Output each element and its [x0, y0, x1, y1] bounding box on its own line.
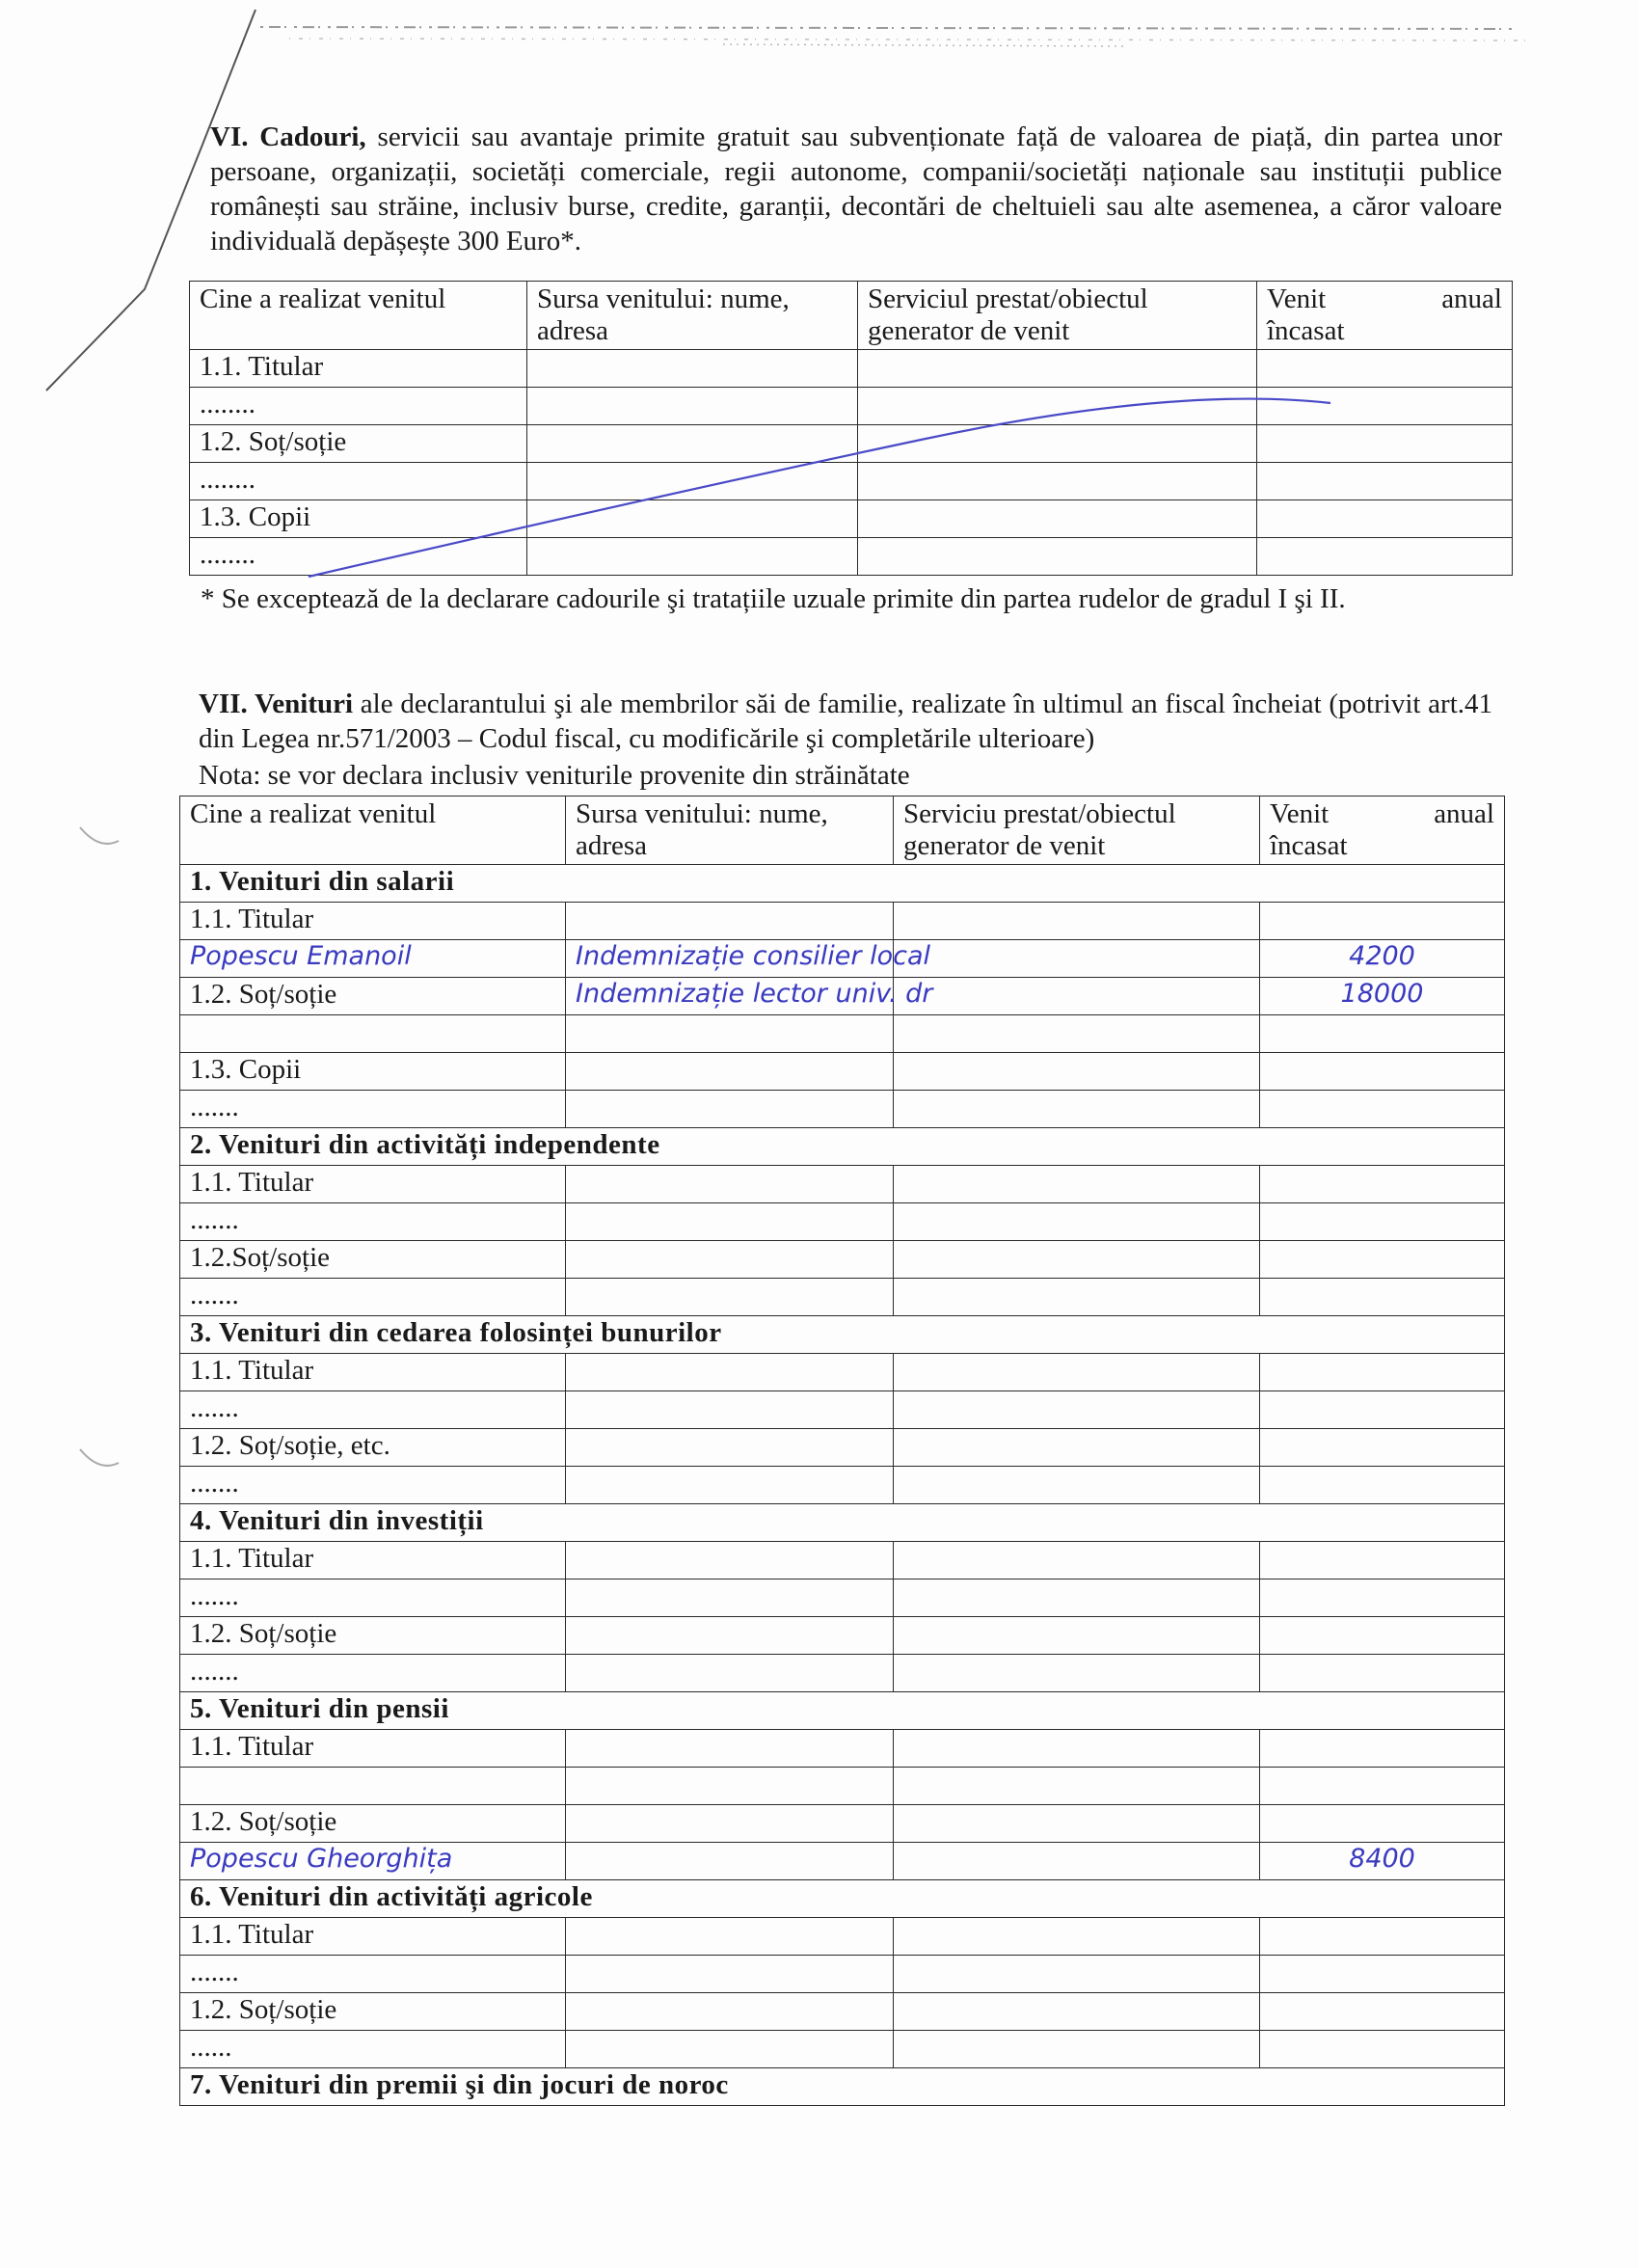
section-7-table [179, 796, 1505, 2106]
service-cell [894, 1467, 1260, 1504]
service-cell [894, 1843, 1260, 1880]
service-cell [894, 1768, 1260, 1805]
table-row [180, 1279, 1505, 1316]
income-value-cell [1260, 1956, 1505, 1993]
source-cell [566, 1391, 894, 1429]
col-header-who: Cine a realizat venitul [190, 282, 527, 350]
service-cell [894, 1918, 1260, 1956]
venit-label: Venit [1270, 798, 1330, 829]
section-7-heading: VII. Venituri [199, 688, 354, 719]
source-cell [566, 1053, 894, 1091]
table-row [190, 538, 1513, 576]
col-header-income [1260, 796, 1505, 865]
row-label: 1.1. Titular [180, 1354, 566, 1391]
source-cell [566, 1655, 894, 1692]
anual-label: anual [1441, 284, 1502, 314]
anual-label: anual [1434, 798, 1494, 829]
service-cell [894, 1580, 1260, 1617]
venit-label: Venit [1267, 284, 1327, 314]
handwritten-name: Popescu Emanoil [180, 940, 566, 978]
section-6-table [189, 281, 1513, 576]
row-label: 1.2. Soț/soție [180, 1617, 566, 1655]
source-cell: Indemnizație consilier local [566, 940, 894, 978]
table-row [180, 1655, 1505, 1692]
income-value-cell [1260, 1617, 1505, 1655]
source-cell [566, 1617, 894, 1655]
table-row [180, 1730, 1505, 1768]
source-cell [566, 1241, 894, 1279]
income-category-title: 7. Venituri din premii şi din jocuri de noroc [180, 2068, 1505, 2106]
source-cell [566, 1918, 894, 1956]
table-row [180, 1580, 1505, 1617]
punch-hole-mark [75, 820, 123, 858]
income-value-cell [1260, 1542, 1505, 1580]
row-label: ....... [180, 1580, 566, 1617]
income-value-cell [1260, 1053, 1505, 1091]
row-label: 1.1. Titular [180, 1542, 566, 1580]
service-cell [894, 2031, 1260, 2068]
table-header-row [180, 796, 1505, 865]
section-6-intro [210, 120, 1502, 258]
service-cell [894, 1279, 1260, 1316]
income-value-cell: 8400 [1260, 1843, 1505, 1880]
row-label: ....... [180, 1655, 566, 1692]
income-value-cell [1260, 1993, 1505, 2031]
income-category-title: 4. Venituri din investiții [180, 1504, 1505, 1542]
group-header-row [180, 1128, 1505, 1166]
table-row [180, 1203, 1505, 1241]
income-category-title: 2. Venituri din activități independente [180, 1128, 1505, 1166]
income-value-cell [1260, 1730, 1505, 1768]
source-cell [566, 1279, 894, 1316]
income-value-cell [1260, 1166, 1505, 1203]
col-header-income [1257, 282, 1513, 350]
col-header-service: Serviciul prestat/obiectul generator de venit [858, 282, 1257, 350]
source-cell [566, 1203, 894, 1241]
row-label: ....... [180, 1467, 566, 1504]
income-value-cell [1260, 1015, 1505, 1053]
table-row [190, 388, 1513, 425]
service-cell [894, 903, 1260, 940]
source-cell [566, 1091, 894, 1128]
service-cell [894, 1091, 1260, 1128]
row-label: ........ [190, 463, 527, 500]
row-label: 1.2. Soț/soție [190, 425, 527, 463]
service-cell [894, 1354, 1260, 1391]
row-label: 1.2.Soț/soție [180, 1241, 566, 1279]
row-label: ....... [180, 1391, 566, 1429]
section-6-text: servicii sau avantaje primite gratuit sau subvenționate față de valoarea de piață, din partea unor persoane, organizații, societăți comerciale, regii autonome, companii/societăți naționale sau instituții publice românești sau străine, inclusiv burse, credite, garanții, decontări de cheltuieli sau alte asemenea, a căror valoare individuală depășește 300 Euro*. [210, 122, 1503, 256]
income-category-title: 1. Venituri din salarii [180, 865, 1505, 903]
section-7-text: ale declarantului şi ale membrilor săi de familie, realizate în ultimul an fiscal încheiat (potrivit art.41 din Legea nr.571/2003 – Codul fiscal, cu modificările şi completările ulterioare) [199, 688, 1493, 754]
service-cell [894, 1241, 1260, 1279]
row-label: 1.1. Titular [180, 1730, 566, 1768]
table-row [180, 1843, 1505, 1880]
source-cell [566, 1542, 894, 1580]
row-label: ....... [180, 1279, 566, 1316]
row-label: 1.2. Soț/soție, etc. [180, 1429, 566, 1467]
source-cell [566, 1805, 894, 1843]
table-row [180, 1918, 1505, 1956]
income-value-cell: 4200 [1260, 940, 1505, 978]
table-row [180, 1241, 1505, 1279]
service-cell [894, 1166, 1260, 1203]
income-value-cell [1260, 1391, 1505, 1429]
source-cell [566, 2031, 894, 2068]
table-row [180, 1617, 1505, 1655]
income-value-cell [1260, 1805, 1505, 1843]
table-row [180, 1091, 1505, 1128]
group-header-row [180, 1504, 1505, 1542]
table-row [190, 500, 1513, 538]
table-row [180, 1768, 1505, 1805]
table-row [180, 1956, 1505, 1993]
service-cell [894, 1429, 1260, 1467]
service-cell [894, 1391, 1260, 1429]
row-label: ....... [180, 1956, 566, 1993]
table-row [180, 1166, 1505, 1203]
group-header-row [180, 865, 1505, 903]
row-label: 1.2. Soț/soție [180, 1805, 566, 1843]
scan-noise-top [260, 21, 1543, 69]
group-header-row [180, 1316, 1505, 1354]
table-row [190, 463, 1513, 500]
income-value-cell [1260, 1203, 1505, 1241]
income-value-cell [1260, 1241, 1505, 1279]
income-category-title: 6. Venituri din activități agricole [180, 1880, 1505, 1918]
col-header-source: Sursa venitului: nume, adresa [527, 282, 858, 350]
table-row [180, 1467, 1505, 1504]
table-row [180, 1354, 1505, 1391]
row-label: 1.1. Titular [190, 350, 527, 388]
col-header-source: Sursa venitului: nume, adresa [566, 796, 894, 865]
table-row [180, 1542, 1505, 1580]
group-header-row [180, 1880, 1505, 1918]
row-label: 1.1. Titular [180, 903, 566, 940]
service-cell [894, 1805, 1260, 1843]
row-label [180, 1015, 566, 1053]
table-row [180, 1053, 1505, 1091]
row-label: 1.1. Titular [180, 1166, 566, 1203]
table-row [180, 1429, 1505, 1467]
source-cell [566, 1956, 894, 1993]
source-cell [566, 1580, 894, 1617]
row-label: ....... [180, 1091, 566, 1128]
source-cell [566, 1730, 894, 1768]
income-value-cell [1260, 1279, 1505, 1316]
row-label: 1.2. Soț/soție [180, 1993, 566, 2031]
row-label: ...... [180, 2031, 566, 2068]
row-label: 1.1. Titular [180, 1918, 566, 1956]
income-value-cell [1260, 1467, 1505, 1504]
income-value-cell: 18000 [1260, 978, 1505, 1015]
service-cell [894, 1655, 1260, 1692]
source-cell [566, 1843, 894, 1880]
col-header-who: Cine a realizat venitul [180, 796, 566, 865]
row-label: ........ [190, 538, 527, 576]
income-value-cell [1260, 1918, 1505, 1956]
income-category-title: 5. Venituri din pensii [180, 1692, 1505, 1730]
source-cell [566, 1429, 894, 1467]
source-cell: Indemnizație lector univ. dr [566, 978, 894, 1015]
table-row [180, 978, 1505, 1015]
income-value-cell [1260, 1091, 1505, 1128]
service-cell [894, 1203, 1260, 1241]
table-row [180, 1391, 1505, 1429]
table-row [180, 1993, 1505, 2031]
row-label: 1.3. Copii [180, 1053, 566, 1091]
table-row [180, 1805, 1505, 1843]
source-cell [566, 1015, 894, 1053]
service-cell [894, 1956, 1260, 1993]
service-cell [894, 978, 1260, 1015]
income-value-cell [1260, 1429, 1505, 1467]
row-label: 1.3. Copii [190, 500, 527, 538]
group-header-row [180, 1692, 1505, 1730]
group-header-row [180, 2068, 1505, 2106]
income-value-cell [1260, 1655, 1505, 1692]
incasat-label: încasat [1270, 830, 1348, 861]
service-cell [894, 1015, 1260, 1053]
income-value-cell [1260, 2031, 1505, 2068]
source-cell [566, 1993, 894, 2031]
row-label: 1.2. Soț/soție [180, 978, 566, 1015]
service-cell [894, 940, 1260, 978]
source-cell [566, 1768, 894, 1805]
table-row [190, 425, 1513, 463]
service-cell [894, 1730, 1260, 1768]
table-row [190, 350, 1513, 388]
service-cell [894, 1993, 1260, 2031]
section-7-note: Nota: se vor declara inclusiv veniturile provenite din străinătate [199, 760, 910, 791]
table-row [180, 940, 1505, 978]
income-value-cell [1260, 1580, 1505, 1617]
table-row [180, 1015, 1505, 1053]
income-value-cell [1260, 903, 1505, 940]
source-cell [566, 1467, 894, 1504]
section-7-intro [199, 687, 1492, 756]
punch-hole-mark [75, 1442, 123, 1480]
table-row [180, 903, 1505, 940]
service-cell [894, 1542, 1260, 1580]
incasat-label: încasat [1267, 315, 1345, 346]
row-label [180, 1768, 566, 1805]
col-header-service: Serviciu prestat/obiectul generator de venit [894, 796, 1260, 865]
table-row [180, 2031, 1505, 2068]
table-header-row [190, 282, 1513, 350]
section-6-footnote: * Se exceptează de la declarare cadourile şi tratațiile uzuale primite din partea rudelor de gradul I şi II. [201, 583, 1346, 614]
source-cell [566, 903, 894, 940]
income-value-cell [1260, 1768, 1505, 1805]
service-cell [894, 1053, 1260, 1091]
source-cell [566, 1166, 894, 1203]
source-cell [566, 1354, 894, 1391]
service-cell [894, 1617, 1260, 1655]
income-category-title: 3. Venituri din cedarea folosinței bunurilor [180, 1316, 1505, 1354]
row-label: ....... [180, 1203, 566, 1241]
income-value-cell [1260, 1354, 1505, 1391]
row-label: ........ [190, 388, 527, 425]
section-6-heading: VI. Cadouri, [210, 122, 366, 152]
handwritten-name: Popescu Gheorghița [180, 1843, 566, 1880]
